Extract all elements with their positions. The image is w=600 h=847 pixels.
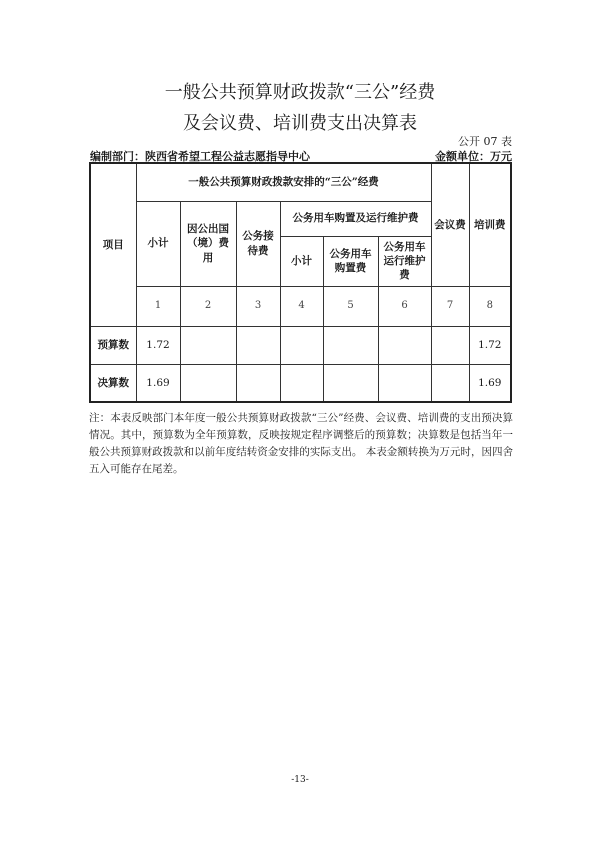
cell-reception — [236, 326, 280, 364]
cell-subtotal: 1.72 — [136, 326, 180, 364]
report-title-line-1: 一般公共预算财政拨款“三公”经费 — [164, 82, 436, 103]
cell-vehicle-maintenance — [378, 364, 431, 402]
row-label: 决算数 — [90, 364, 136, 402]
cell-meeting — [431, 326, 469, 364]
header-item: 项目 — [90, 163, 136, 326]
table-row — [90, 364, 511, 402]
cell-training: 1.69 — [469, 364, 511, 402]
column-number: 6 — [378, 286, 431, 326]
form-number: 公开 07 表 — [458, 135, 512, 148]
column-number: 2 — [180, 286, 236, 326]
header-vehicle-subtotal: 小计 — [280, 236, 323, 286]
page-number: -13- — [291, 775, 309, 785]
header-abroad: 因公出国（境）费用 — [180, 201, 236, 286]
header-three-public-group: 一般公共预算财政拨款安排的“三公”经费 — [136, 163, 431, 201]
table-note: 注：本表反映部门本年度一般公共预算财政拨款“三公”经费、会议费、培训费的支出预决算情况。其中，预算数为全年预算数，反映按规定程序调整后的预算数；决算数是包括当年一般公共预算财政拨款和以前年度结转资金安排的实际支出。 本表金额转换为万元时，因四舍五入可能存在尾差。 — [89, 412, 513, 475]
column-number: 7 — [431, 286, 469, 326]
cell-abroad — [180, 364, 236, 402]
compiling-department: 编制部门：陕西省希望工程公益志愿指导中心 — [90, 150, 310, 163]
cell-training: 1.72 — [469, 326, 511, 364]
column-number: 8 — [469, 286, 511, 326]
header-vehicle-purchase: 公务用车购置费 — [323, 236, 378, 286]
column-number: 3 — [236, 286, 280, 326]
cell-vehicle-subtotal — [280, 364, 323, 402]
expenditure-table — [89, 162, 512, 403]
cell-subtotal: 1.69 — [136, 364, 180, 402]
column-number: 1 — [136, 286, 180, 326]
header-reception: 公务接待费 — [236, 201, 280, 286]
amount-unit: 金额单位：万元 — [435, 150, 512, 163]
table-row — [90, 326, 511, 364]
header-subtotal: 小计 — [136, 201, 180, 286]
header-meeting: 会议费 — [431, 163, 469, 286]
row-label: 预算数 — [90, 326, 136, 364]
cell-vehicle-maintenance — [378, 326, 431, 364]
column-number: 5 — [323, 286, 378, 326]
column-number: 4 — [280, 286, 323, 326]
cell-reception — [236, 364, 280, 402]
cell-vehicle-purchase — [323, 326, 378, 364]
header-vehicle-group: 公务用车购置及运行维护费 — [280, 201, 431, 236]
header-vehicle-maintenance: 公务用车运行维护费 — [378, 236, 431, 286]
cell-abroad — [180, 326, 236, 364]
cell-meeting — [431, 364, 469, 402]
header-training: 培训费 — [469, 163, 511, 286]
cell-vehicle-purchase — [323, 364, 378, 402]
cell-vehicle-subtotal — [280, 326, 323, 364]
report-title-line-2: 及会议费、培训费支出决算表 — [183, 113, 417, 134]
